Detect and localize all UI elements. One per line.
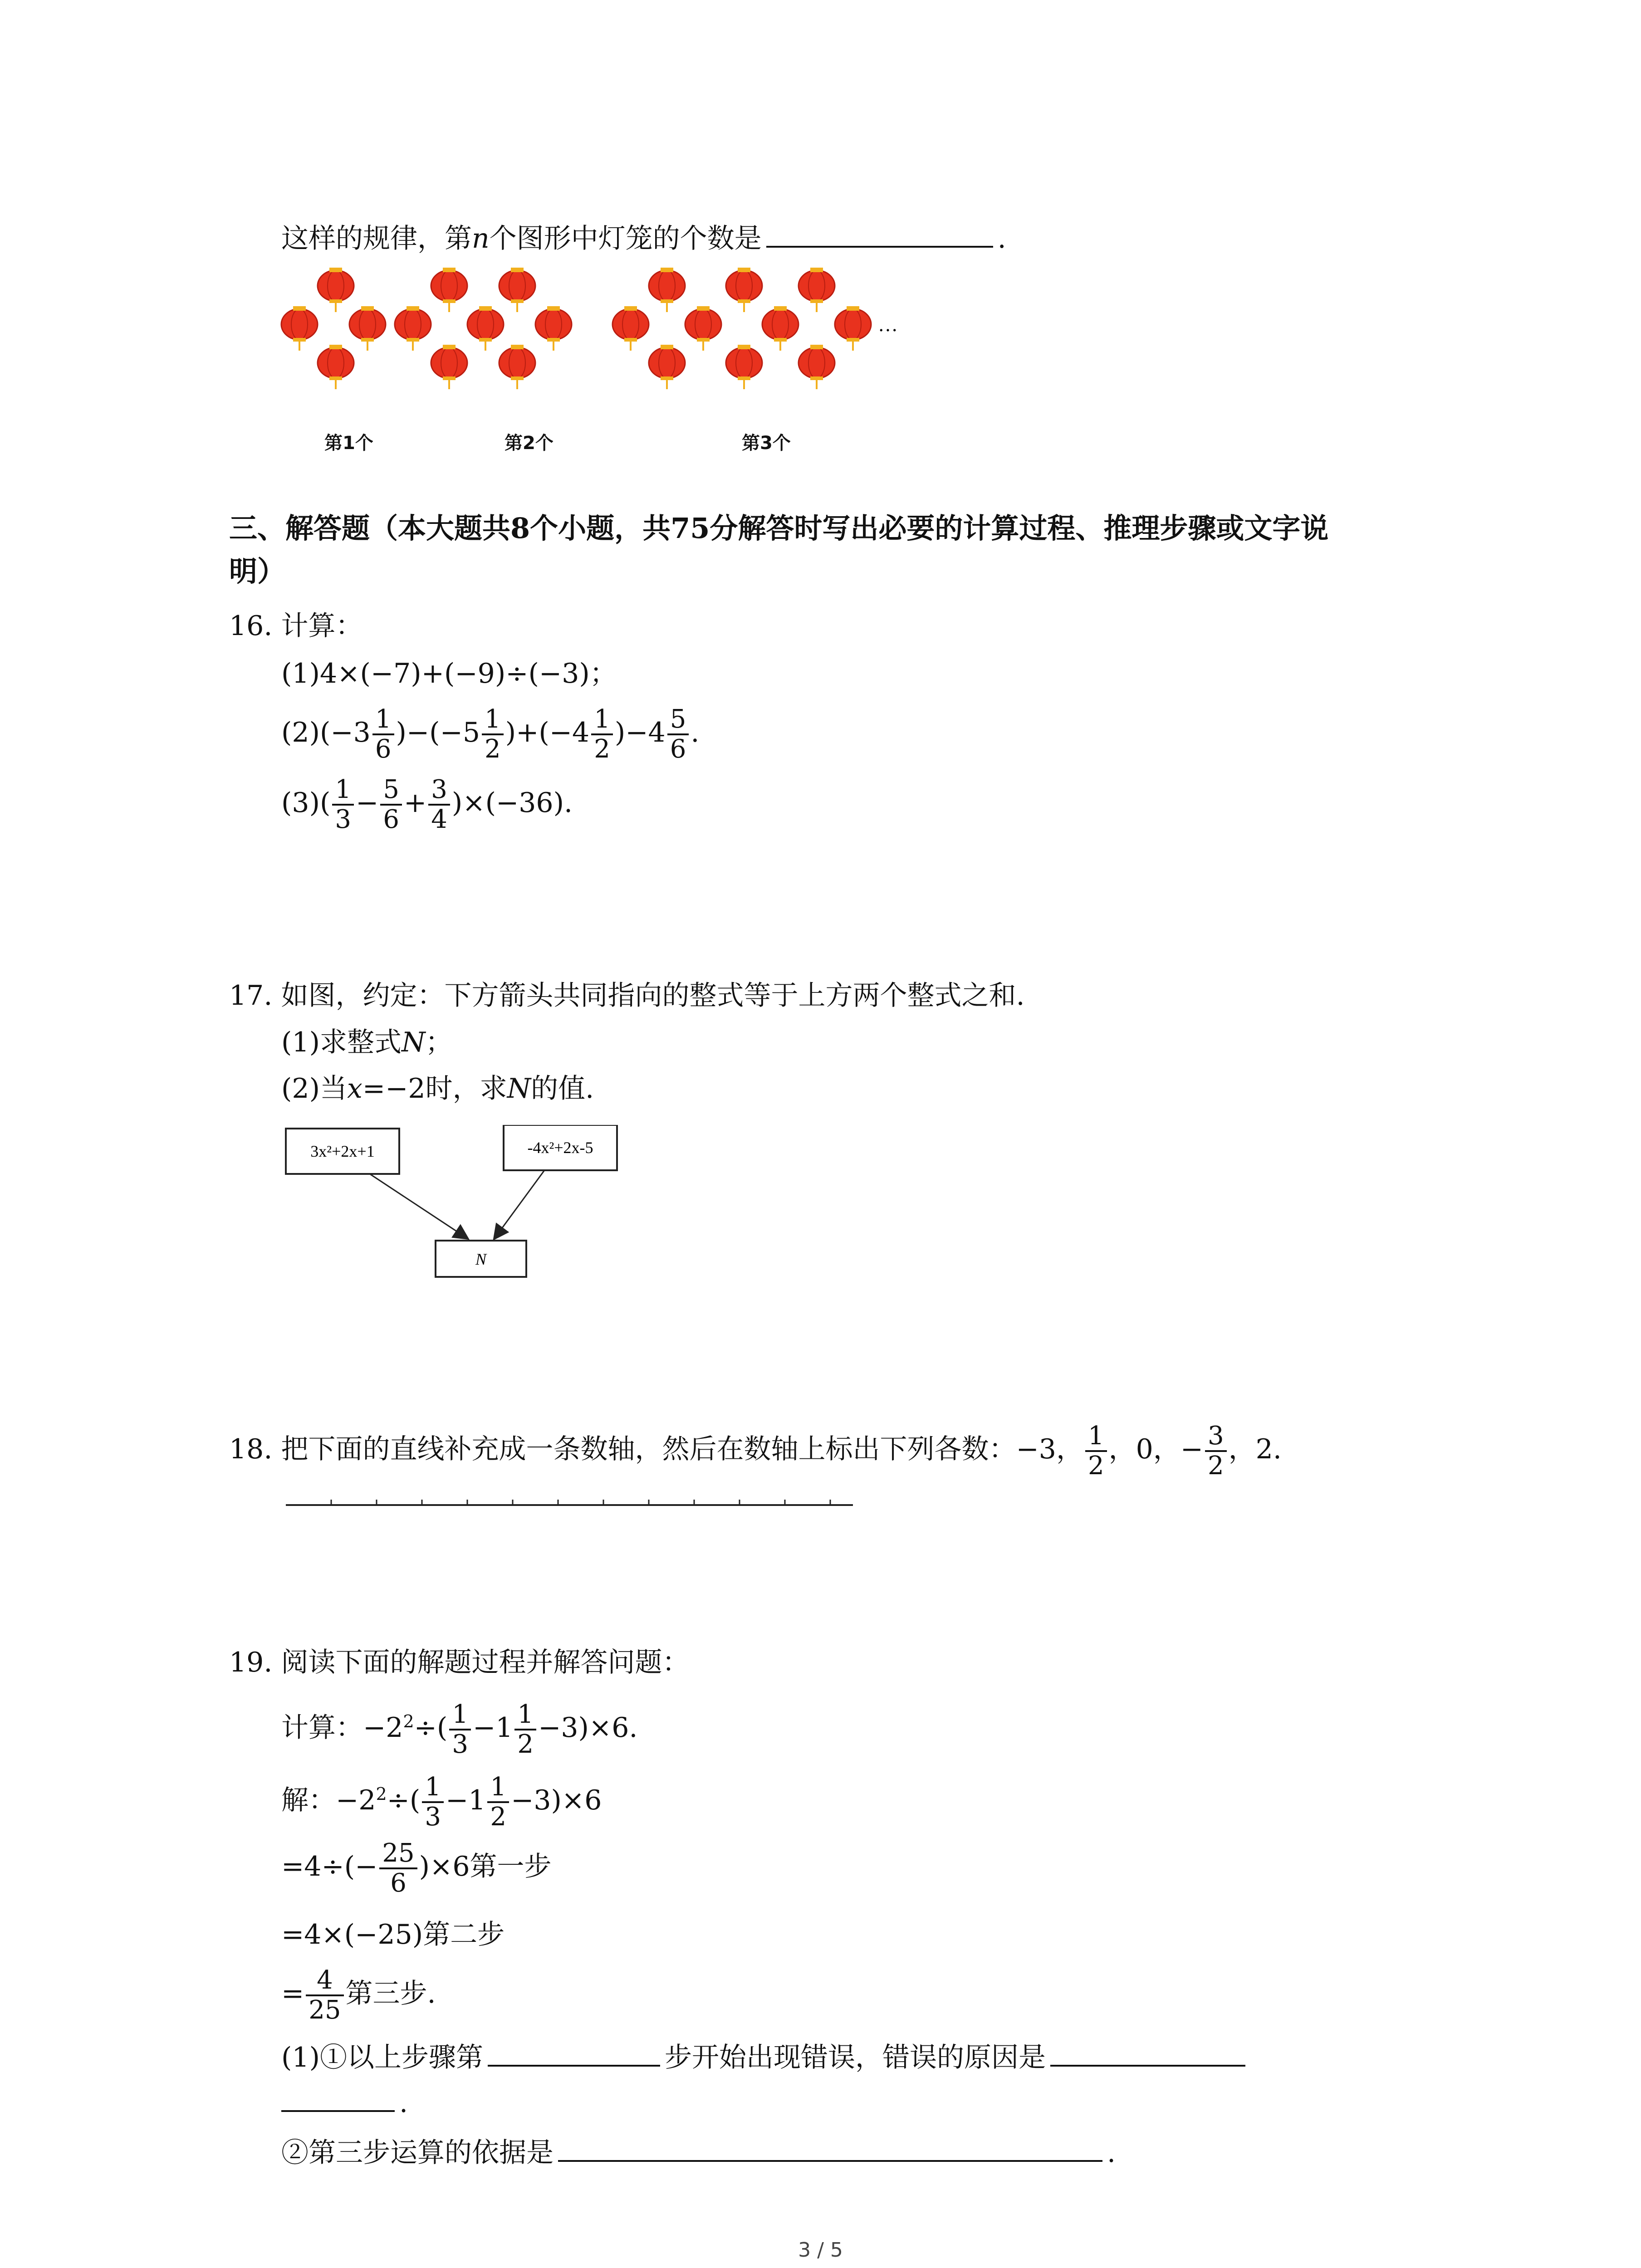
figure-label-2: 第2个 bbox=[505, 433, 554, 454]
fraction: $\frac{1}{2}$ bbox=[591, 705, 613, 763]
q19-step2: =4×(−25)第二步 bbox=[281, 1919, 505, 1950]
fraction: $\frac{3}{4}$ bbox=[428, 776, 450, 834]
q17-diagram bbox=[281, 1125, 690, 1306]
q19-step-blank[interactable] bbox=[488, 2037, 660, 2067]
continuation-dots: … bbox=[878, 313, 898, 336]
lantern-icon bbox=[798, 268, 835, 312]
page-number: 3 / 5 bbox=[798, 2239, 843, 2262]
fraction: $\frac{5}{6}$ bbox=[380, 776, 402, 834]
q19-question1: (1)①以上步骤第 步开始出现错误，错误的原因是 bbox=[281, 2037, 1250, 2076]
lantern-icon bbox=[535, 306, 572, 351]
lantern-icon bbox=[685, 306, 721, 351]
fraction: $\frac{25}{6}$ bbox=[379, 1839, 417, 1897]
q19-step3: = $\frac{4}{25}$ 第三步. bbox=[281, 1965, 436, 2025]
fraction: $\frac{1}{3}$ bbox=[422, 1773, 444, 1831]
fraction: $\frac{4}{25}$ bbox=[306, 1966, 343, 2024]
q19-calc: 计算：$-2^2\div$( $\frac{1}{3}$ −1 $\frac{1}{2}$ −3)×6. bbox=[281, 1700, 638, 1760]
q19-reason-blank-cont[interactable] bbox=[281, 2082, 395, 2112]
q19-reason-blank[interactable] bbox=[1050, 2037, 1245, 2067]
section-title-cont: 明） bbox=[229, 555, 286, 588]
lantern-icon bbox=[726, 345, 762, 389]
lantern-icon bbox=[835, 306, 871, 351]
lantern-icon bbox=[798, 345, 835, 389]
q19-step1: =4÷(− $\frac{25}{6}$ )×6第一步 bbox=[281, 1838, 552, 1898]
left-box-label: 3x²+2x+1 bbox=[310, 1142, 375, 1160]
lantern-icon bbox=[499, 345, 535, 389]
fraction: $\frac{1}{2}$ bbox=[1085, 1422, 1107, 1480]
figure-label-1: 第1个 bbox=[324, 433, 373, 454]
q16-part1: (1)4×(−7)+(−9)÷(−3)； bbox=[281, 658, 617, 689]
q16-stem: 16. 计算： bbox=[229, 610, 363, 642]
lantern-icon bbox=[762, 306, 798, 351]
lantern-icon bbox=[431, 345, 467, 389]
fraction: $\frac{1}{2}$ bbox=[514, 1701, 536, 1759]
q17-part2: (2)当x=−2时，求N的值. bbox=[281, 1073, 594, 1105]
q17-part1: (1)求整式N； bbox=[281, 1026, 453, 1058]
section-title: 三、解答题（本大题共8个小题，共75分解答时写出必要的计算过程、推理步骤或文字说 bbox=[229, 512, 1329, 545]
q19-basis-blank[interactable] bbox=[558, 2132, 1102, 2162]
lantern-icon bbox=[281, 306, 318, 351]
q19-solution: 解：$-2^2\div$( $\frac{1}{3}$ −1 $\frac{1}{2}$ −3)×6 bbox=[281, 1772, 602, 1832]
lantern-icon bbox=[649, 345, 685, 389]
q19-question2: ②第三步运算的依据是 . bbox=[281, 2132, 1116, 2171]
lantern-icon bbox=[649, 268, 685, 312]
q19-stem: 19. 阅读下面的解题过程并解答问题： bbox=[229, 1647, 690, 1678]
fraction: $\frac{1}{3}$ bbox=[332, 776, 354, 834]
q18-stem: 18. 把下面的直线补充成一条数轴，然后在数轴上标出下列各数：−3， $\frac{1}{2}$ ，0，− $\frac{3}{2}$ ，2. bbox=[229, 1421, 1282, 1481]
number-line[interactable] bbox=[281, 1492, 871, 1510]
lantern-icon bbox=[349, 306, 386, 351]
q15-tail-text: 这样的规律，第n个图形中灯笼的个数是 . bbox=[281, 218, 1006, 257]
fraction: $\frac{5}{6}$ bbox=[667, 705, 689, 763]
fraction: $\frac{1}{2}$ bbox=[482, 705, 504, 763]
lantern-icon bbox=[467, 306, 504, 351]
lantern-icon bbox=[395, 306, 431, 351]
q19-question1-cont: . bbox=[281, 2082, 408, 2121]
figure-label-3: 第3个 bbox=[742, 433, 791, 454]
lantern-icon bbox=[318, 268, 354, 312]
fraction: $\frac{1}{3}$ bbox=[449, 1701, 471, 1759]
q16-part3: (3)( $\frac{1}{3}$ − $\frac{5}{6}$ + $\frac{3}{4}$ )×(−36). bbox=[281, 775, 573, 835]
lantern-icon bbox=[726, 268, 762, 312]
fraction: $\frac{3}{2}$ bbox=[1205, 1422, 1227, 1480]
lantern-icon bbox=[612, 306, 649, 351]
right-box-label: -4x²+2x-5 bbox=[527, 1139, 593, 1157]
lantern-icon bbox=[499, 268, 535, 312]
fraction: $\frac{1}{2}$ bbox=[487, 1773, 509, 1831]
lantern-icon bbox=[431, 268, 467, 312]
result-box-label: N bbox=[475, 1250, 487, 1268]
q15-answer-blank[interactable] bbox=[766, 218, 993, 248]
lantern-icon bbox=[318, 345, 354, 389]
fraction: $\frac{1}{6}$ bbox=[372, 705, 394, 763]
q17-stem: 17. 如图，约定：下方箭头共同指向的整式等于上方两个整式之和. bbox=[229, 980, 1025, 1012]
lantern-figure bbox=[272, 263, 953, 417]
q16-part2: (2)(−3 $\frac{1}{6}$ )−(−5 $\frac{1}{2}$ )+(−4 $\frac{1}{2}$ )−4 $\frac{5}{6}$ . bbox=[281, 704, 700, 764]
